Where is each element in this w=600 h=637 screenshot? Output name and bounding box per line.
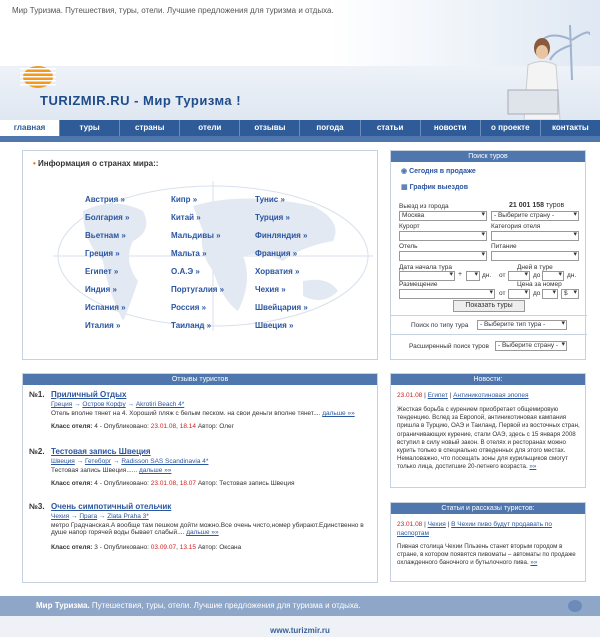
country-link[interactable]: Франция » xyxy=(255,249,298,258)
countries-title: • Информация о странах мира:: xyxy=(33,159,159,168)
review-place-link[interactable]: Гетеборг xyxy=(84,458,112,465)
review-path: Греция → Остров Корфу → Akrotiri Beach 4* xyxy=(51,401,185,408)
review-hotel-link[interactable]: Radisson SAS Scandinavia 4* xyxy=(121,458,209,465)
nav-news[interactable]: новости xyxy=(421,120,481,136)
country-link[interactable]: Австрия » xyxy=(85,195,126,204)
departure-label: Выезд из города xyxy=(399,203,449,210)
resort-select[interactable] xyxy=(399,231,487,241)
review-country-link[interactable]: Чехия xyxy=(51,513,70,520)
footer-logo-icon xyxy=(568,600,582,612)
food-label: Питание xyxy=(491,243,517,250)
days-from-label: от xyxy=(499,272,506,279)
country-link[interactable]: Швеция » xyxy=(255,321,294,330)
main-nav xyxy=(0,120,600,136)
article-more-link[interactable]: »» xyxy=(530,559,538,567)
search-divider xyxy=(391,315,587,316)
dn-label: дн. xyxy=(482,272,492,279)
extended-country-select[interactable]: - Выберите страну - ▾ xyxy=(495,341,567,351)
tour-type-label: Поиск по типу тура xyxy=(411,322,469,329)
nav-reviews[interactable]: отзывы xyxy=(240,120,300,136)
countries-panel xyxy=(22,150,378,360)
review-path: Чехия → Прага → Zlata Praha 3* xyxy=(51,513,149,520)
news-more-link[interactable]: »» xyxy=(529,463,537,471)
review-meta: Класс отеля: 4 - Опубликовано: 23.01.08, 18.14 Автор: Олег xyxy=(51,423,234,430)
review-text: метро Градчанская.А вообще там пешком дойти можно.Все очень чисто,номер убирают.Единственно в душе напор горячей воды бывает слабый.... дальше »» xyxy=(51,522,364,536)
departure-select[interactable]: Москва ▾ xyxy=(399,211,487,221)
news-category-link[interactable]: Египет xyxy=(427,392,448,399)
accommodation-select[interactable] xyxy=(399,289,495,299)
nav-countries[interactable]: страны xyxy=(120,120,180,136)
country-link[interactable]: Финляндия » xyxy=(255,231,308,240)
reviews-title: Отзывы туристов xyxy=(23,374,377,385)
review-place-link[interactable]: Прага xyxy=(79,513,98,520)
plus-sign: + xyxy=(458,271,463,278)
globe-icon: ◉ xyxy=(401,168,408,175)
price-to-label: до xyxy=(533,290,541,297)
currency-select[interactable]: $ ▾ xyxy=(561,289,579,299)
article-headline-link[interactable]: В Чехии пиво будут продавать по паспортам xyxy=(397,521,552,537)
hotel-label: Отель xyxy=(399,243,418,250)
review-title-link[interactable]: Очень симпотичный отельчик xyxy=(51,502,172,511)
review-hotel-link[interactable]: Akrotiri Beach 4* xyxy=(135,401,185,408)
header-photo xyxy=(480,20,590,120)
review-place-link[interactable]: Остров Корфу xyxy=(82,401,126,408)
footer-tagline: Мир Туризма. Путешествия, туры, отели. Лучшие предложения для туризма и отдыха. xyxy=(36,601,361,610)
footer-url[interactable]: www.turizmir.ru xyxy=(270,626,330,635)
country-link[interactable]: Египет » xyxy=(85,267,119,276)
country-link[interactable]: Индия » xyxy=(85,285,117,294)
news-title: Новости: xyxy=(391,374,585,385)
country-link[interactable]: Италия » xyxy=(85,321,121,330)
price-to-input[interactable] xyxy=(542,289,558,299)
review-text: Тестовая запись Швеция...... дальше »» xyxy=(51,467,172,474)
header-tagline: Мир Туризма. Путешествия, туры, отели. Лучшие предложения для туризма и отдыха. xyxy=(12,6,334,15)
search-divider-2 xyxy=(391,334,587,335)
hotel-category-label: Категория отеля xyxy=(491,223,541,230)
review-number: №2. xyxy=(29,447,45,456)
date-label: Дата начала тура xyxy=(399,264,452,271)
accommodation-label: Размещение xyxy=(399,281,438,288)
bullet-icon: • xyxy=(33,159,36,168)
nav-articles[interactable]: статьи xyxy=(361,120,421,136)
days-to-label: до xyxy=(533,272,541,279)
country-link[interactable]: Кипр » xyxy=(171,195,198,204)
nav-home[interactable]: главная xyxy=(0,120,60,136)
review-title-link[interactable]: Тестовая запись Швеция xyxy=(51,447,151,456)
tours-count: 21 001 158 туров xyxy=(509,202,565,209)
country-link[interactable]: Турция » xyxy=(255,213,290,222)
extended-search-label: Расширенный поиск туров xyxy=(409,343,489,350)
news-header: 23.01.08 | Египет | Антиникотиновая эпопея xyxy=(397,392,529,399)
country-link[interactable]: Мальта » xyxy=(171,249,207,258)
country-link[interactable]: Хорватия » xyxy=(255,267,300,276)
country-link[interactable]: Мальдивы » xyxy=(171,231,221,240)
today-link[interactable]: ◉ Сегодня в продаже xyxy=(401,168,476,175)
review-more-link[interactable]: дальше »» xyxy=(322,410,355,417)
nav-contacts[interactable]: контакты xyxy=(552,123,589,132)
news-text: Жесткая борьба с курением приобретает общемировую тенденцию. Вслед за Европой, антиникотиновая кампания пришла в Турцию, ОАЭ и Таиланд. Первой из восточных стран, ограничивающих курение, стали ОАЭ, здесь с 15 января 2008 вступил в силу новый закон. В отелях и ресторанах можно курить только в специально отведенных для этого местах. Немаловажно, что посещать зоны для курильщиков смогут только лица, достигшие 20-летнего возраста. »» xyxy=(397,406,580,471)
price-from-input[interactable] xyxy=(508,289,530,299)
country-link[interactable]: Тунис » xyxy=(255,195,285,204)
nav-weather[interactable]: погода xyxy=(300,120,360,136)
price-label: Цена за номер xyxy=(517,281,562,288)
show-tours-button[interactable]: Показать туры xyxy=(453,300,525,312)
days-to-select[interactable] xyxy=(542,271,564,281)
nav-about[interactable]: о проекте xyxy=(481,120,541,136)
hotel-category-select[interactable] xyxy=(491,231,579,241)
review-text: Отель вполне тянет на 4. Хороший пляж с белым песком. на свои деньги вполне тянет.... дальше »» xyxy=(51,410,355,417)
review-path: Швеция → Гетеборг → Radisson SAS Scandinavia 4* xyxy=(51,458,209,465)
review-country-link[interactable]: Греция xyxy=(51,401,73,408)
review-hotel-link[interactable]: Zlata Praha 3* xyxy=(107,513,149,520)
nav-hotels[interactable]: отели xyxy=(180,120,240,136)
days-from-select[interactable] xyxy=(508,271,530,281)
articles-title: Статьи и рассказы туристов: xyxy=(391,503,585,514)
review-more-link[interactable]: дальше »» xyxy=(138,467,172,474)
review-number: №1. xyxy=(29,390,45,399)
tour-type-select[interactable]: - Выберите тип тура - ▾ xyxy=(477,320,567,330)
hotel-select[interactable] xyxy=(399,251,487,261)
nav-underbar xyxy=(0,136,600,142)
country-link[interactable]: Болгария » xyxy=(85,213,130,222)
review-meta: Класс отеля: 4 - Опубликовано: 23.01.08, 18.07 Автор: Тестовая запись Швеция xyxy=(51,480,295,487)
logo-text[interactable]: TURIZMIR.RU - Мир Туризма ! xyxy=(40,93,242,108)
review-meta: Класс отеля: 3 - Опубликовано: 03.09.07, 13.15 Автор: Оксана xyxy=(51,544,242,551)
date-plus-select[interactable] xyxy=(466,271,480,281)
footer-bar xyxy=(0,596,600,616)
article-header: 23.01.08 | Чехия | В Чехии пиво будут продавать по паспортам xyxy=(397,521,552,537)
food-select[interactable] xyxy=(491,251,579,261)
days-label: Дней в туре xyxy=(517,264,553,271)
nav-tours[interactable]: туры xyxy=(60,120,120,136)
review-more-link[interactable]: дальше »» xyxy=(186,529,219,536)
country-link[interactable]: Португалия » xyxy=(171,285,225,294)
news-panel xyxy=(390,373,586,488)
country-link[interactable]: Испания » xyxy=(85,303,126,312)
header xyxy=(0,0,600,120)
review-number: №3. xyxy=(29,502,45,511)
country-link[interactable]: Россия » xyxy=(171,303,207,312)
country-link[interactable]: Таиланд » xyxy=(171,321,212,330)
dn-label-2: дн. xyxy=(567,272,577,279)
date-select[interactable] xyxy=(399,271,455,281)
tour-search-panel xyxy=(390,150,586,360)
country-link[interactable]: Чехия » xyxy=(255,285,286,294)
country-link[interactable]: Швейцария » xyxy=(255,303,308,312)
country-link[interactable]: Греция » xyxy=(85,249,120,258)
article-category-link[interactable]: Чехия xyxy=(427,521,446,528)
news-headline-link[interactable]: Антиникотиновая эпопея xyxy=(453,392,529,399)
article-text: Пивная столица Чехии Пльзень станет вторым городом в стране, в котором появятся пивоматы – автоматы по продаже охлажденного баночного и бутылочного пива. »» xyxy=(397,543,576,567)
review-title-link[interactable]: Приличный Отдых xyxy=(51,390,127,399)
articles-panel xyxy=(390,502,586,582)
schedule-link[interactable]: ▦ График выездов xyxy=(401,184,469,191)
country-link[interactable]: Китай » xyxy=(171,213,201,222)
review-country-link[interactable]: Швеция xyxy=(51,458,75,465)
reviews-panel xyxy=(22,373,378,583)
logo-sun-icon xyxy=(20,64,56,90)
resort-label: Курорт xyxy=(399,223,420,230)
country-link[interactable]: Вьетнам » xyxy=(85,231,126,240)
search-title: Поиск туров xyxy=(391,151,585,162)
price-from-label: от xyxy=(499,290,506,297)
calendar-icon: ▦ xyxy=(401,184,408,191)
country-link[interactable]: О.А.Э » xyxy=(171,267,200,276)
country-select[interactable]: - Выберите страну - ▾ xyxy=(491,211,579,221)
